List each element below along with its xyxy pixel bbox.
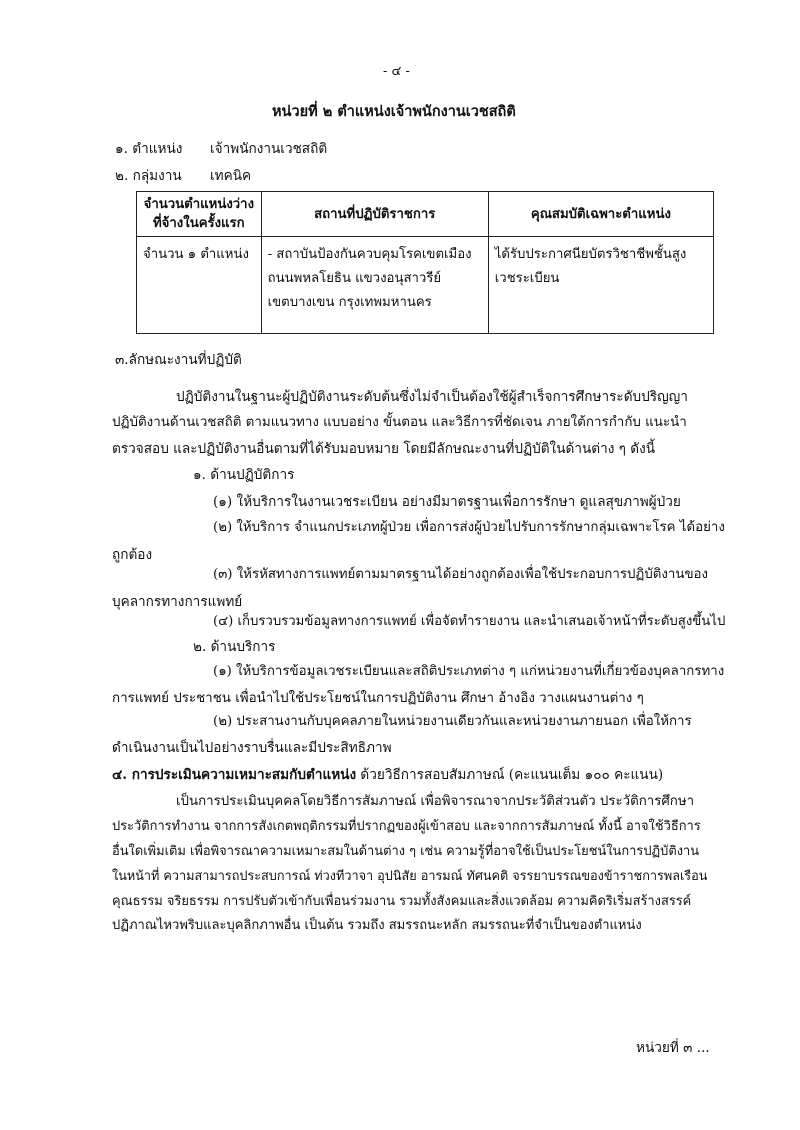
sub2-item-cont: ดำเนินงานเป็นไปอย่างราบรื่นและมีประสิทธิภาพ xyxy=(112,740,392,756)
sub2-heading: ๒. ด้านบริการ xyxy=(193,639,276,655)
sub2-item: (๒) ประสานงานกับบุคคลภายในหน่วยงานเดียวกันและหน่วยงานภายนอก เพื่อให้การ xyxy=(213,714,692,729)
section4-line: ประวัติการทำงาน จากการสังเกตพฤติกรรมที่ปรากฏของผู้เข้าสอบ และจากการสัมภาษณ์ ทั้งนี้ อาจใช้วิธีการ xyxy=(112,819,701,834)
table-header-row xyxy=(137,192,714,237)
section4-heading xyxy=(112,763,663,785)
header-work-location: สถานที่ปฏิบัติราชการ xyxy=(261,192,488,237)
location-line: ถนนพหลโยธิน แขวงอนุสาวรีย์ xyxy=(267,271,442,286)
section4-heading-rest: ด้วยวิธีการสอบสัมภาษณ์ (คะแนนเต็ม ๑๐๐ คะแนน) xyxy=(356,767,664,783)
sub2-item-cont: การแพทย์ ประชาชน เพื่อนำไปใช้ประโยชน์ในการปฏิบัติงาน ศึกษา อ้างอิง วางแผนงานต่าง ๆ xyxy=(112,691,644,706)
location-line: - สถาบันป้องกันควบคุมโรคเขตเมือง xyxy=(267,247,472,262)
section4-line: อื่นใดเพิ่มเติม เพื่อพิจารณาความเหมาะสมในด้านต่าง ๆ เช่น ความรู้ที่อาจใช้เป็นประโยชน์ในการปฏิบัติงาน xyxy=(112,844,700,859)
cell-vacancy-count: จำนวน ๑ ตำแหน่ง xyxy=(137,237,262,334)
unit-title: หน่วยที่ ๒ ตำแหน่งเจ้าพนักงานเวชสถิติ xyxy=(272,103,516,120)
location-line: เขตบางเขน กรุงเทพมหานคร xyxy=(267,295,432,310)
sub1-item-cont: บุคลากรทางการแพทย์ xyxy=(112,594,243,610)
sub1-item-cont: ถูกต้อง xyxy=(112,547,153,563)
section4-line: คุณธรรม จริยธรรม การปรับตัวเข้ากับเพื่อนร่วมงาน รวมทั้งสังคมและสิ่งแวดล้อม ความคิดริเริ่มสร้างสรรค์ xyxy=(112,894,692,909)
info-group-value: เทคนิค xyxy=(210,168,252,184)
sub1-item: (๔) เก็บรวบรวมข้อมูลทางการแพทย์ เพื่อจัดทำรายงาน และนำเสนอเจ้าหน้าที่ระดับสูงขึ้นไป xyxy=(213,614,726,629)
section4-line: ปฏิภาณไหวพริบและบุคลิกภาพอื่น เป็นต้น รวมถึง สมรรถนะหลัก สมรรถนะที่จำเป็นของตำแหน่ง xyxy=(112,918,642,933)
footer-next-unit: หน่วยที่ ๓ ... xyxy=(636,1040,710,1056)
info-group-label: ๒. กลุ่มงาน xyxy=(115,168,182,184)
header-vacancy-count: จำนวนตำแหน่งว่าง ที่จ้างในครั้งแรก xyxy=(137,192,262,237)
cell-qualification xyxy=(488,237,713,334)
section4-line: ในหน้าที่ ความสามารถประสบการณ์ ท่วงทีวาจา อุปนิสัย อารมณ์ ทัศนคติ จรรยาบรรณของข้าราชการพลเรือน xyxy=(112,868,708,883)
section3-intro-line: ตรวจสอบ และปฏิบัติงานอื่นตามที่ได้รับมอบหมาย โดยมีลักษณะงานที่ปฏิบัติในด้านต่าง ๆ ดังนี้ xyxy=(112,441,656,457)
sub1-item: (๑) ให้บริการในงานเวชระเบียน อย่างมีมาตรฐานเพื่อการรักษา ดูแลสุขภาพผู้ป่วย xyxy=(213,494,681,510)
qualification-line: ได้รับประกาศนียบัตรวิชาชีพชั้นสูง xyxy=(494,247,687,262)
table-row xyxy=(137,237,714,334)
sub1-item: (๒) ให้บริการ จำแนกประเภทผู้ป่วย เพื่อการส่งผู้ป่วยไปรับการรักษากลุ่มเฉพาะโรค ได้อย่าง xyxy=(213,520,725,535)
position-table xyxy=(136,191,714,334)
section4-heading-bold: ๔. การประเมินความเหมาะสมกับตำแหน่ง xyxy=(112,767,357,783)
page-number: - ๔ - xyxy=(383,64,410,79)
section3-intro-line: ปฏิบัติงานด้านเวชสถิติ ตามแนวทาง แบบอย่าง ขั้นตอน และวิธีการที่ชัดเจน ภายใต้การกำกับ แนะนำ xyxy=(112,415,687,430)
header-qualification: คุณสมบัติเฉพาะตำแหน่ง xyxy=(488,192,713,237)
cell-work-location xyxy=(261,237,488,334)
info-position-value: เจ้าพนักงานเวชสถิติ xyxy=(210,141,328,157)
info-position-label: ๑. ตำแหน่ง xyxy=(115,141,183,157)
section4-line: เป็นการประเมินบุคคลโดยวิธีการสัมภาษณ์ เพื่อพิจารณาจากประวัติส่วนตัว ประวัติการศึกษา xyxy=(176,794,695,809)
qualification-line: เวชระเบียน xyxy=(494,271,560,286)
section3-heading: ๓.ลักษณะงานที่ปฏิบัติ xyxy=(115,352,242,368)
section3-intro-line: ปฏิบัติงานในฐานะผู้ปฏิบัติงานระดับต้นซึ่งไม่จำเป็นต้องใช้ผู้สำเร็จการศึกษาระดับปริญญา xyxy=(176,389,688,405)
sub1-heading: ๑. ด้านปฏิบัติการ xyxy=(193,467,295,483)
sub2-item: (๑) ให้บริการข้อมูลเวชระเบียนและสถิติประเภทต่าง ๆ แก่หน่วยงานที่เกี่ยวข้องบุคลากรทาง xyxy=(213,664,725,679)
sub1-item: (๓) ให้รหัสทางการแพทย์ตามมาตรฐานได้อย่างถูกต้องเพื่อใช้ประกอบการปฏิบัติงานของ xyxy=(213,567,709,582)
